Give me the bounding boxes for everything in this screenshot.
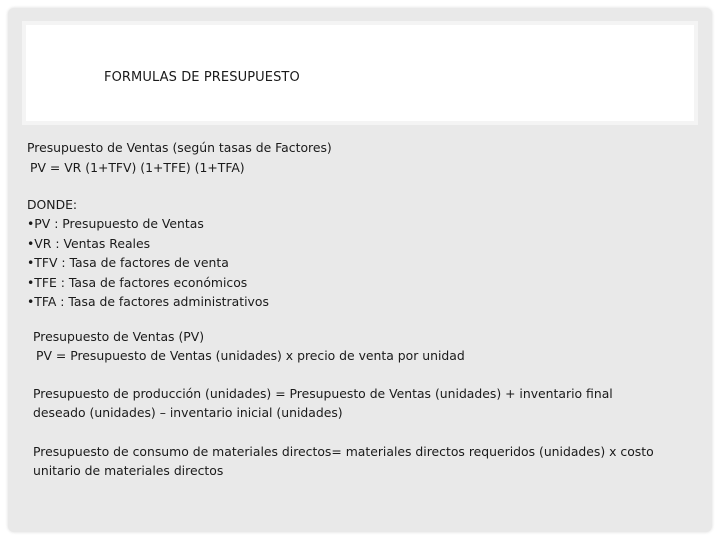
materials-budget-line1: Presupuesto de consumo de materiales directos= materiales directos requeridos (unidades) x costo xyxy=(33,444,654,459)
definition-item: •TFV : Tasa de factores de venta xyxy=(27,255,229,270)
definition-item: •TFA : Tasa de factores administrativos xyxy=(27,294,269,309)
materials-budget-line2: unitario de materiales directos xyxy=(33,463,224,478)
definition-item: •PV : Presupuesto de Ventas xyxy=(27,216,204,231)
pv-heading: Presupuesto de Ventas (PV) xyxy=(33,329,205,344)
donde-label: DONDE: xyxy=(27,197,78,212)
title-box xyxy=(26,25,694,121)
sales-budget-heading: Presupuesto de Ventas (según tasas de Factores) xyxy=(27,140,332,155)
slide xyxy=(8,8,712,532)
production-budget-line1: Presupuesto de producción (unidades) = Presupuesto de Ventas (unidades) + inventario final xyxy=(33,386,613,401)
pv-formula: PV = Presupuesto de Ventas (unidades) x precio de venta por unidad xyxy=(36,348,465,363)
sales-budget-formula: PV = VR (1+TFV) (1+TFE) (1+TFA) xyxy=(30,160,245,175)
definition-item: •VR : Ventas Reales xyxy=(27,236,151,251)
definition-item: •TFE : Tasa de factores económicos xyxy=(27,275,248,290)
slide-title: FORMULAS DE PRESUPUESTO xyxy=(104,70,300,85)
production-budget-line2: deseado (unidades) – inventario inicial (unidades) xyxy=(33,405,343,420)
